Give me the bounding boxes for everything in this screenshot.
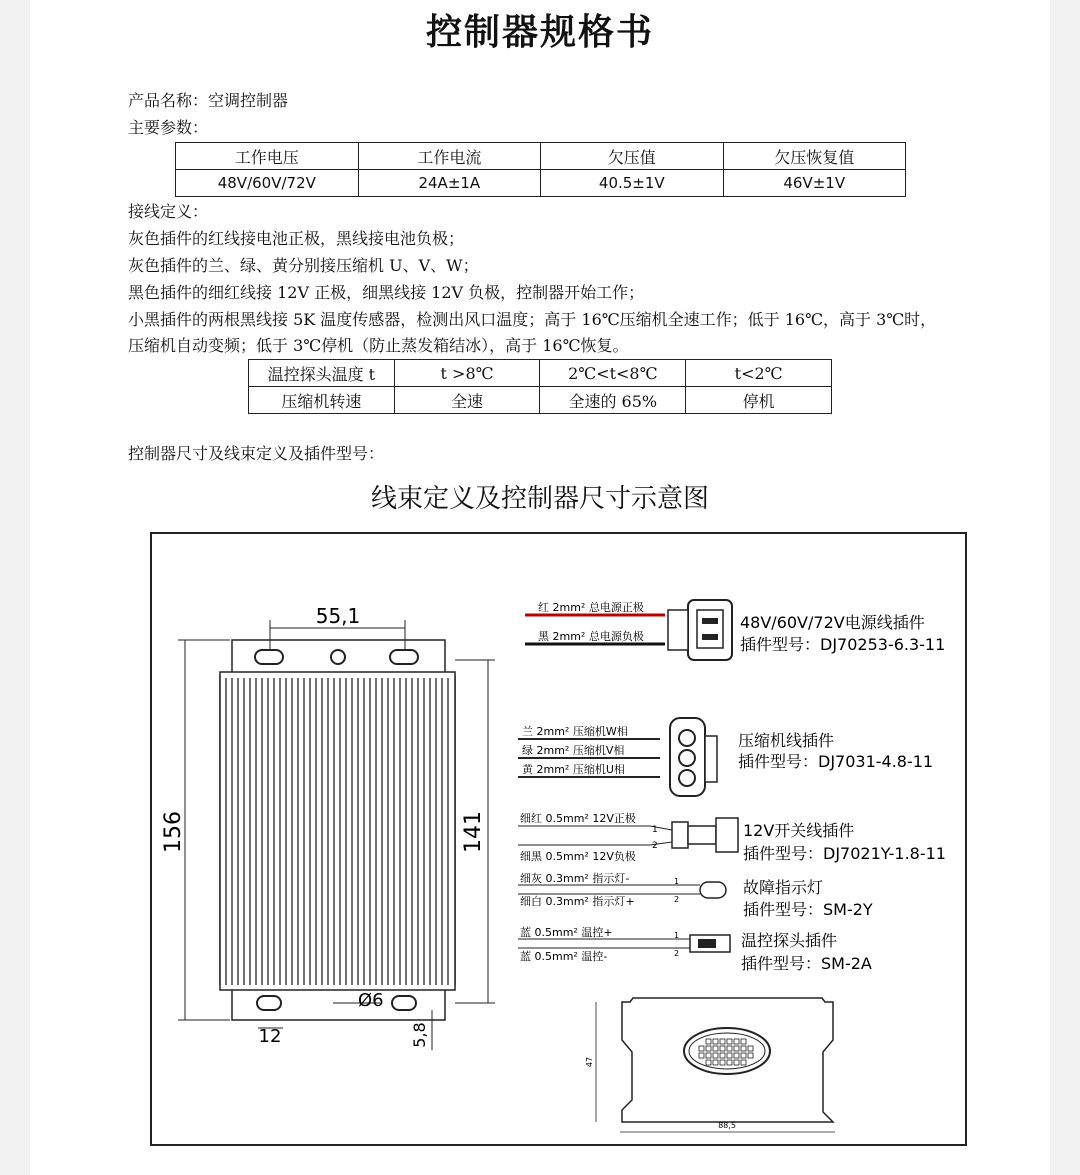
table-cell: t >8℃ [394, 360, 540, 387]
connector-pin [734, 1060, 739, 1065]
connector-name: 故障指示灯 [743, 878, 824, 897]
connector-model: 插件型号：DJ70253-6.3-11 [740, 635, 946, 654]
connector-pin [734, 1039, 739, 1044]
connector-pin [741, 1039, 746, 1044]
fault-light-connector [518, 871, 873, 919]
connector-pin [748, 1046, 753, 1051]
wire-label: 细黑 0.5mm² 12V负极 [520, 850, 636, 863]
connector-pin [727, 1039, 732, 1044]
table-cell: 46V±1V [723, 170, 905, 197]
wire-label: 细灰 0.3mm² 指示灯- [520, 872, 630, 885]
table-cell: 全速的 65% [540, 387, 686, 414]
table-cell: 停机 [686, 387, 832, 414]
table-cell: 全速 [394, 387, 540, 414]
wire-label: 红 2mm² 总电源正极 [538, 601, 644, 614]
connector-pin [748, 1053, 753, 1058]
connector-pin [727, 1060, 732, 1065]
table-cell: 工作电压 [176, 143, 359, 170]
connector-model: 插件型号：DJ7031-4.8-11 [738, 752, 934, 771]
dim-hole-dia: Ø6 [358, 990, 384, 1011]
connector-model: 插件型号：SM-2A [741, 954, 872, 973]
dim-height-body: 141 [461, 811, 486, 853]
connector-pin [713, 1039, 718, 1044]
params-label: 主要参数： [128, 118, 209, 137]
connector-pin [741, 1046, 746, 1051]
connector-pin [713, 1046, 718, 1051]
connector-name: 48V/60V/72V电源线插件 [740, 613, 925, 632]
connector-pin [741, 1053, 746, 1058]
wiring-line: 灰色插件的红线接电池正极，黑线接电池负极； [128, 229, 465, 248]
table-cell: 欠压值 [541, 143, 723, 170]
table-cell: 欠压恢复值 [723, 143, 905, 170]
compressor-connector [518, 718, 933, 796]
main-connector [585, 998, 835, 1132]
dim-hole-width: 12 [258, 1026, 282, 1047]
connector-pin [734, 1053, 739, 1058]
product-name: 产品名称：空调控制器 [128, 91, 289, 110]
connector-pin [713, 1053, 718, 1058]
wire-label: 蓝 0.5mm² 温控+ [520, 926, 613, 939]
dim-height-total: 156 [161, 811, 186, 853]
connector-pin [706, 1053, 711, 1058]
wiring-label: 接线定义： [128, 202, 209, 221]
pin-label: 2 [674, 895, 680, 904]
table-cell: 24A±1A [358, 170, 540, 197]
pin-label: 2 [674, 949, 680, 958]
wire-label: 蓝 0.5mm² 温控- [520, 950, 608, 963]
wire-label: 细红 0.5mm² 12V正极 [520, 812, 636, 825]
wiring-line: 黑色插件的细红线接 12V 正极，细黑线接 12V 负极，控制器开始工作； [128, 283, 645, 302]
wiring-line: 小黑插件的两根黑线接 5K 温度传感器，检测出风口温度；高于 16℃压缩机全速工作；低于 16℃，高于 3℃时， [128, 310, 937, 329]
pin-label: 1 [652, 825, 658, 835]
wiring-line: 灰色插件的兰、绿、黄分别接压缩机 U、V、W； [128, 256, 479, 275]
table-cell: 2℃<t<8℃ [540, 360, 686, 387]
pin-label: 1 [674, 877, 680, 886]
connector-pin [720, 1060, 725, 1065]
connector-pin [713, 1060, 718, 1065]
connector-pin [699, 1046, 704, 1051]
connector-pin [734, 1046, 739, 1051]
connector-pin [706, 1039, 711, 1044]
wiring-line: 压缩机自动变频；低于 3℃停机（防止蒸发箱结冰），高于 16℃恢复。 [128, 336, 629, 355]
connector-pin [720, 1053, 725, 1058]
pin-label: 2 [652, 841, 658, 851]
document-title: 控制器规格书 [425, 11, 654, 53]
wire-label: 黑 2mm² 总电源负极 [538, 630, 644, 643]
table-cell: 40.5±1V [541, 170, 723, 197]
table-cell: 压缩机转速 [249, 387, 395, 414]
connector-pin [720, 1039, 725, 1044]
connector-pin [720, 1046, 725, 1051]
connector-model: 插件型号：SM-2Y [743, 900, 873, 919]
table-cell: 温控探头温度 t [249, 360, 395, 387]
connector-pin [706, 1060, 711, 1065]
connector-pin [706, 1046, 711, 1051]
dimension-label: 控制器尺寸及线束定义及插件型号： [128, 444, 385, 463]
wire-label: 绿 2mm² 压缩机V相 [522, 744, 625, 757]
dim-connector-width: 88,5 [718, 1121, 736, 1130]
wire-label: 黄 2mm² 压缩机U相 [522, 763, 625, 776]
table-cell: 48V/60V/72V [176, 170, 359, 197]
wire-label: 细白 0.3mm² 指示灯+ [520, 895, 635, 908]
table-cell: t<2℃ [686, 360, 832, 387]
connector-name: 压缩机线插件 [738, 731, 835, 750]
connector-pin [699, 1053, 704, 1058]
dim-edge: 5,8 [410, 1022, 429, 1048]
connector-name: 温控探头插件 [741, 931, 838, 950]
dim-connector-height: 47 [585, 1056, 594, 1068]
connector-pin [741, 1060, 746, 1065]
temp-probe-connector [518, 925, 872, 973]
table-cell: 工作电流 [358, 143, 540, 170]
power-connector [525, 600, 945, 660]
switch-connector [518, 811, 946, 863]
pin-label: 1 [674, 931, 680, 940]
diagram-title: 线束定义及控制器尺寸示意图 [370, 484, 709, 514]
dim-width-holes: 55,1 [315, 604, 361, 628]
connector-model: 插件型号：DJ7021Y-1.8-11 [743, 844, 946, 863]
controller-drawing [220, 640, 455, 1020]
connector-pin [727, 1046, 732, 1051]
connector-pin [727, 1053, 732, 1058]
connector-name: 12V开关线插件 [743, 821, 855, 840]
wire-label: 兰 2mm² 压缩机W相 [522, 725, 628, 738]
